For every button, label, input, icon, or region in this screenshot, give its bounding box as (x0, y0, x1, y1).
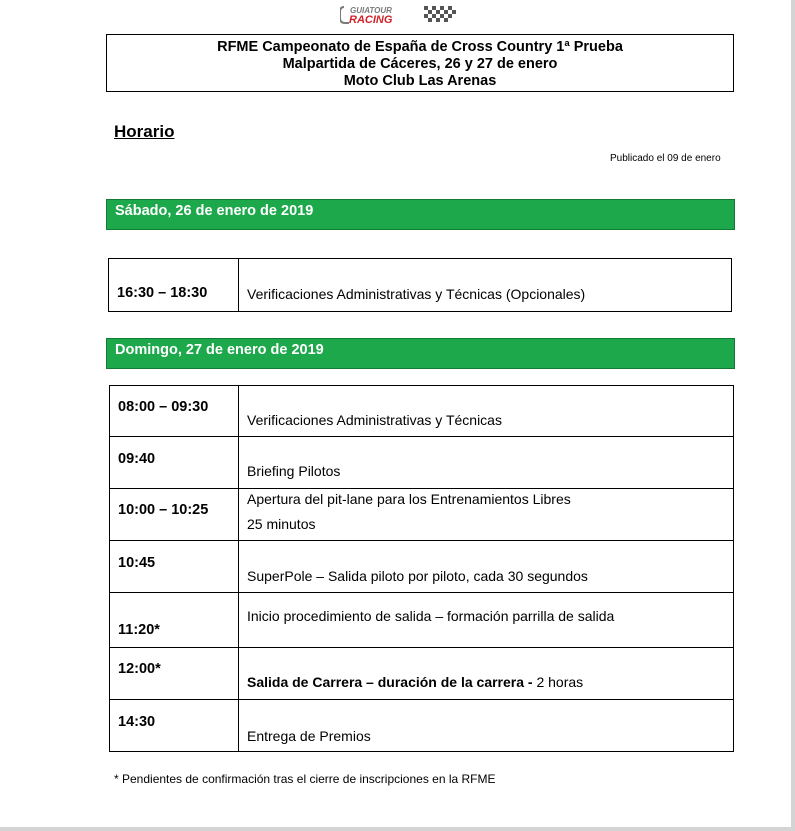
schedule-time: 14:30 (118, 714, 156, 730)
event-organizer: Moto Club Las Arenas (343, 73, 497, 89)
guiatour-racing-logo (340, 4, 458, 26)
sunday-heading-bar (106, 338, 735, 369)
schedule-heading: Horario (114, 122, 175, 141)
saturday-schedule-table (108, 258, 732, 312)
saturday-heading-bar (106, 199, 735, 230)
saturday-heading: Sábado, 26 de enero de 2019 (115, 203, 314, 219)
schedule-description: Verificaciones Administrativas y Técnicas (Opcionales) (247, 286, 586, 302)
sunday-heading: Domingo, 27 de enero de 2019 (115, 342, 324, 358)
table-row (110, 648, 734, 700)
table-row (109, 259, 732, 312)
table-row (110, 700, 734, 752)
footnote: * Pendientes de confirmación tras el cierre de inscripciones en la RFME (114, 772, 496, 786)
table-row (110, 593, 734, 648)
table-row (110, 437, 734, 489)
event-location-date: Malpartida de Cáceres, 26 y 27 de enero (282, 56, 558, 72)
race-start-label: Salida de Carrera – duración de la carrera - (247, 674, 537, 690)
schedule-time: 10:00 – 10:25 (118, 502, 209, 518)
schedule-description: Briefing Pilotos (247, 463, 341, 479)
published-date: Publicado el 09 de enero (610, 153, 721, 164)
schedule-time: 09:40 (118, 451, 156, 467)
schedule-description: Inicio procedimiento de salida – formación parrilla de salida (247, 608, 615, 624)
schedule-time: 11:20* (118, 622, 160, 638)
schedule-description: Entrega de Premios (247, 728, 371, 744)
page-bottom-shadow (0, 827, 795, 831)
schedule-description: Apertura del pit-lane para los Entrenamientos Libres (247, 491, 571, 507)
schedule-description: 2 horas (536, 674, 584, 690)
svg-text:GUIATOUR: GUIATOUR (350, 6, 392, 15)
event-title-box (106, 34, 734, 92)
page-edge-shadow (791, 0, 795, 831)
event-title: RFME Campeonato de España de Cross Country 1ª Prueba (217, 39, 623, 55)
schedule-duration: 25 minutos (247, 516, 316, 532)
table-row (110, 541, 734, 593)
schedule-time: 12:00* (118, 661, 161, 677)
svg-text:RACING: RACING (349, 14, 393, 26)
schedule-time: 16:30 – 18:30 (117, 285, 208, 301)
sunday-schedule-table (109, 385, 734, 752)
schedule-time: 08:00 – 09:30 (118, 399, 209, 415)
schedule-description: SuperPole – Salida piloto por piloto, cada 30 segundos (247, 568, 588, 584)
schedule-time: 10:45 (118, 555, 156, 571)
table-row (110, 386, 734, 437)
table-row (110, 489, 734, 541)
schedule-description: Verificaciones Administrativas y Técnicas (247, 412, 502, 428)
